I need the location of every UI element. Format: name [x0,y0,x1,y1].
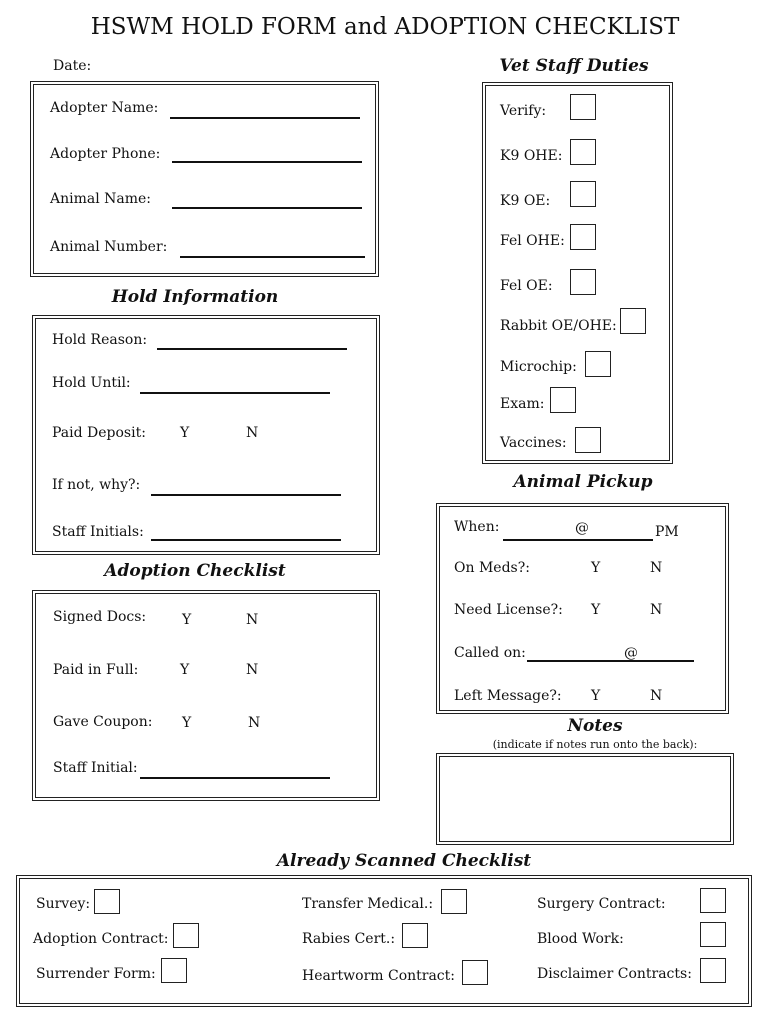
signed-docs-yes[interactable]: Y [182,612,192,628]
signed-docs-label: Signed Docs: [53,609,147,625]
adopter-name-label: Adopter Name: [50,100,159,116]
scanned-label-surrender-form: Surrender Form: [36,966,156,982]
scanned-label-survey: Survey: [36,896,91,912]
fel-oe-checkbox[interactable] [570,269,596,295]
paid-full-yes[interactable]: Y [180,662,190,678]
hold-heading: Hold Information [111,287,279,307]
rabies-cert-checkbox[interactable] [402,923,428,948]
paid-full-label: Paid in Full: [53,662,139,678]
why-label: If not, why?: [52,477,141,493]
page-title: HSWM HOLD FORM and ADOPTION CHECKLIST [90,14,680,40]
scanned-label-adoption-contract: Adoption Contract: [33,931,169,947]
animal-number-label: Animal Number: [50,239,168,255]
k9-ohe-checkbox[interactable] [570,139,596,165]
when-at-symbol: @ [575,520,589,536]
left-message-yes[interactable]: Y [591,688,601,704]
adopter-phone-label: Adopter Phone: [50,146,161,162]
notes-area[interactable] [439,756,731,842]
scanned-label-heartworm-contract: Heartworm Contract: [302,968,455,984]
staff-initial-field[interactable] [140,777,330,779]
hold-reason-label: Hold Reason: [52,332,148,348]
notes-subtitle: (indicate if notes run onto the back): [492,738,698,751]
staff-initials-label: Staff Initials: [52,524,144,540]
staff-initials-field[interactable] [151,539,341,541]
disclaimer-contracts-checkbox[interactable] [700,958,726,983]
vaccines-checkbox[interactable] [575,427,601,453]
scanned-label-disclaimer-contracts: Disclaimer Contracts: [537,966,692,982]
on-meds-label: On Meds?: [454,560,530,576]
scanned-heading: Already Scanned Checklist [276,851,532,871]
heartworm-contract-checkbox[interactable] [462,960,488,985]
blood-work-checkbox[interactable] [700,922,726,947]
vet-heading: Vet Staff Duties [499,56,649,76]
paid-deposit-yes[interactable]: Y [180,425,190,441]
paid-deposit-label: Paid Deposit: [52,425,146,441]
vet-label-microchip: Microchip: [500,359,577,375]
need-license-no[interactable]: N [650,602,663,618]
vet-label-verify: Verify: [500,103,547,119]
animal-name-label: Animal Name: [50,191,152,207]
paid-full-no[interactable]: N [246,662,259,678]
vet-label-rabbit: Rabbit OE/OHE: [500,318,617,334]
paid-deposit-no[interactable]: N [246,425,259,441]
adopter-phone-field[interactable] [172,161,362,163]
when-label: When: [454,519,500,535]
surrender-form-checkbox[interactable] [161,958,187,983]
exam-checkbox[interactable] [550,387,576,413]
adopter-name-field[interactable] [170,117,360,119]
vet-label-fel-ohe: Fel OHE: [500,233,565,249]
vet-label-vaccines: Vaccines: [500,435,567,451]
hold-until-field[interactable] [140,392,330,394]
scanned-label-blood-work: Blood Work: [537,931,624,947]
fel-ohe-checkbox[interactable] [570,224,596,250]
when-pm-label: PM [655,524,679,540]
adoption-heading: Adoption Checklist [104,561,286,581]
called-on-label: Called on: [454,645,526,661]
gave-coupon-yes[interactable]: Y [182,715,192,731]
date-label: Date: [53,58,92,74]
surgery-contract-checkbox[interactable] [700,888,726,913]
vet-label-k9-oe: K9 OE: [500,193,551,209]
need-license-label: Need License?: [454,602,563,618]
scanned-label-surgery-contract: Surgery Contract: [537,896,666,912]
transfer-medical-checkbox[interactable] [441,889,467,914]
need-license-yes[interactable]: Y [591,602,601,618]
vet-label-exam: Exam: [500,396,545,412]
on-meds-yes[interactable]: Y [591,560,601,576]
k9-oe-checkbox[interactable] [570,181,596,207]
vet-label-k9-ohe: K9 OHE: [500,148,563,164]
scanned-label-rabies-cert: Rabies Cert.: [302,931,396,947]
hold-reason-field[interactable] [157,348,347,350]
gave-coupon-no[interactable]: N [248,715,261,731]
verify-checkbox[interactable] [570,94,596,120]
animal-name-field[interactable] [172,207,362,209]
called-on-field[interactable] [527,660,694,662]
on-meds-no[interactable]: N [650,560,663,576]
vet-label-fel-oe: Fel OE: [500,278,553,294]
notes-heading: Notes [567,716,623,736]
called-at-symbol: @ [624,645,638,661]
hold-until-label: Hold Until: [52,375,131,391]
gave-coupon-label: Gave Coupon: [53,714,153,730]
animal-number-field[interactable] [180,256,365,258]
signed-docs-no[interactable]: N [246,612,259,628]
rabbit-checkbox[interactable] [620,308,646,334]
pickup-heading: Animal Pickup [513,472,653,492]
staff-initial-label: Staff Initial: [53,760,138,776]
microchip-checkbox[interactable] [585,351,611,377]
left-message-no[interactable]: N [650,688,663,704]
left-message-label: Left Message?: [454,688,562,704]
why-field[interactable] [151,494,341,496]
survey-checkbox[interactable] [94,889,120,914]
when-field[interactable] [503,539,653,541]
adoption-contract-checkbox[interactable] [173,923,199,948]
scanned-label-transfer-medical: Transfer Medical.: [302,896,434,912]
